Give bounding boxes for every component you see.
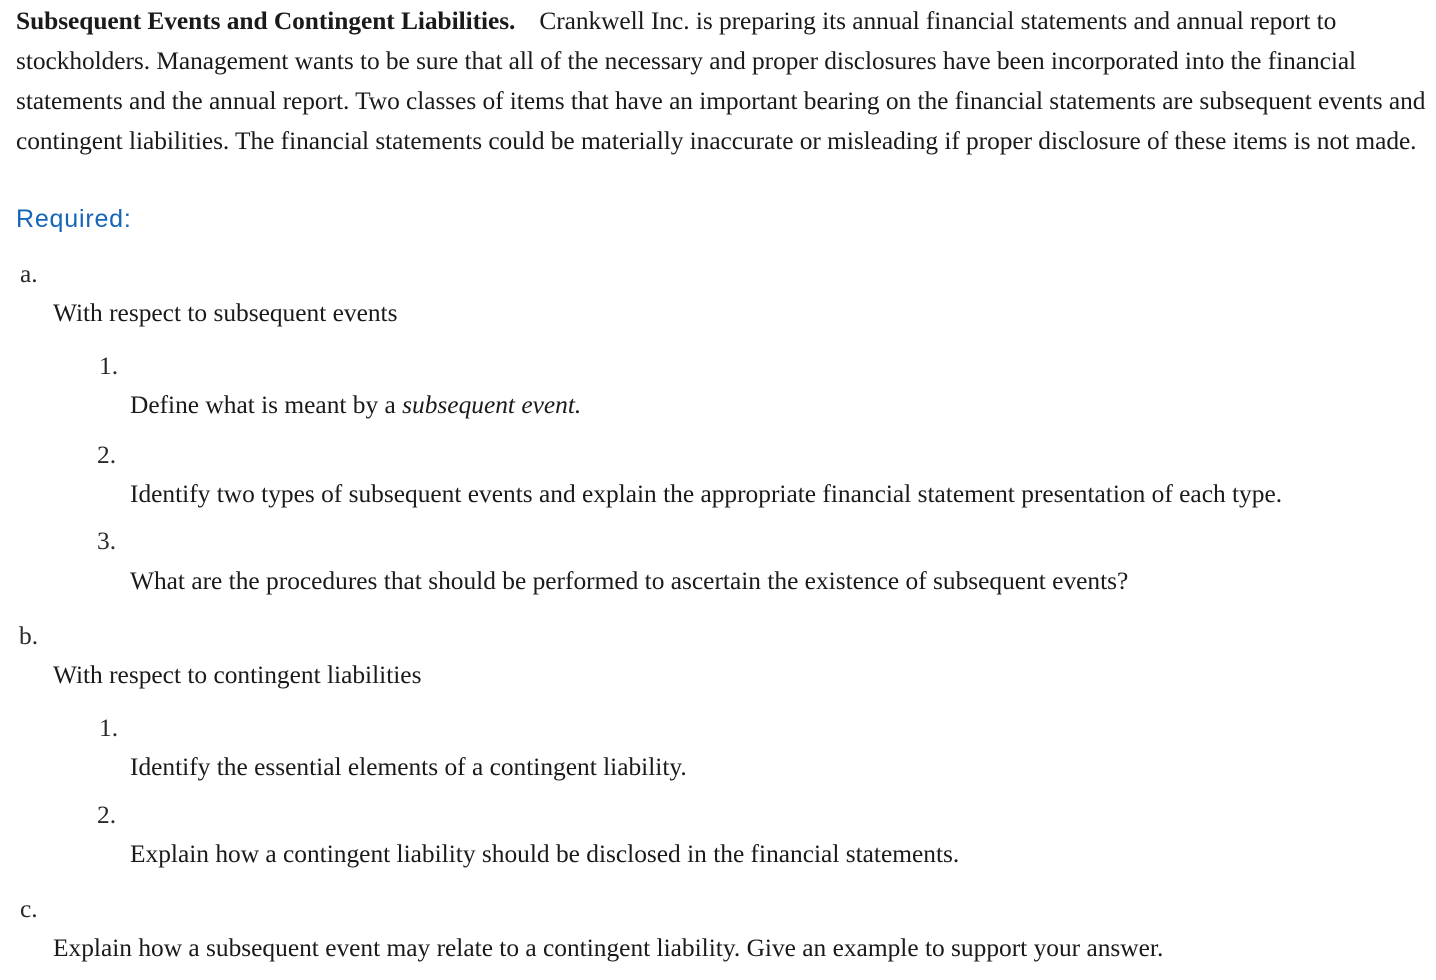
- part-b-item-2-label: 2.: [97, 801, 117, 829]
- part-a-item-3-label: 3.: [97, 527, 117, 555]
- part-b-item-1-label: 1.: [99, 714, 119, 742]
- part-c-label: c.: [20, 895, 38, 923]
- intro-body: Crankwell Inc. is preparing its annual financial statements and annual report to stockholders. Management wants to be sure that all of the necessary and proper disclosures have been incorporated into the financial statements and the annual report. Two classes of items that have an important bearing on the financial statements are subsequent events and contingent liabilities. The financial statements could be materially inaccurate or misleading if proper disclosure of these items is not made.: [16, 7, 1426, 155]
- intro-paragraph: [16, 0, 1428, 161]
- part-c-text: Explain how a subsequent event may relate to a contingent liability. Give an example to support your answer.: [53, 934, 1164, 962]
- required-heading: Required:: [16, 205, 132, 233]
- part-a-item-2-label: 2.: [97, 441, 117, 469]
- part-a-item-3-text: What are the procedures that should be performed to ascertain the existence of subsequent events?: [130, 567, 1129, 595]
- part-b-text: With respect to contingent liabilities: [53, 661, 422, 689]
- part-a-item-1-text-emphasis: subsequent event.: [402, 391, 582, 419]
- problem-page: [16, 0, 1428, 962]
- part-a-item-2-text: Identify two types of subsequent events and explain the appropriate financial statement presentation of each type.: [130, 480, 1283, 508]
- problem-title: Subsequent Events and Contingent Liabilities.: [16, 7, 516, 35]
- part-a-text: With respect to subsequent events: [53, 299, 398, 327]
- part-a-item-1-text: [130, 390, 581, 420]
- part-b-item-2-text: Explain how a contingent liability should be disclosed in the financial statements.: [130, 840, 960, 868]
- part-b-label: b.: [19, 622, 39, 650]
- part-a-item-1-text-plain: Define what is meant by a: [130, 391, 403, 419]
- part-a-label: a.: [20, 260, 38, 288]
- part-a-item-1-label: 1.: [99, 352, 119, 380]
- part-b-item-1-text: Identify the essential elements of a contingent liability.: [130, 753, 687, 781]
